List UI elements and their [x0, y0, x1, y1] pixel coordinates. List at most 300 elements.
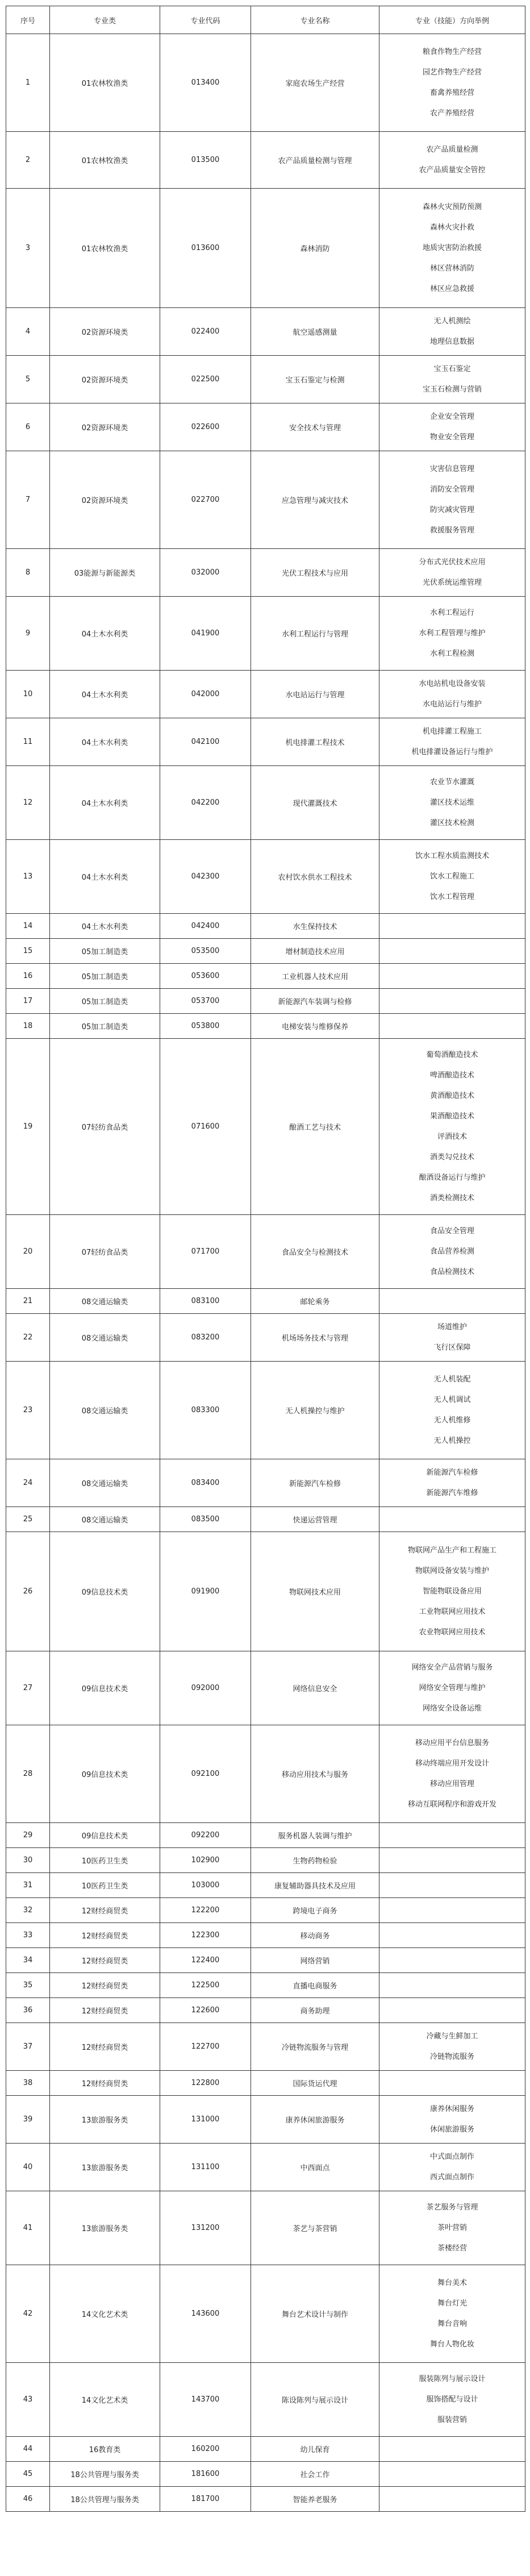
cell-serial: 23: [6, 1362, 50, 1459]
cell-major-name: 跨境电子商务: [251, 1898, 379, 1923]
table-row: [6, 1725, 525, 1823]
cell-major-name: 新能源汽车检修: [251, 1459, 379, 1507]
cell-serial: 15: [6, 939, 50, 964]
cell-serial: 29: [6, 1823, 50, 1848]
cell-category: 18公共管理与服务类: [50, 2462, 160, 2487]
cell-code: 131200: [160, 2191, 251, 2265]
cell-serial: 22: [6, 1314, 50, 1362]
cell-category: 02资源环境类: [50, 308, 160, 356]
direction-item: 企业安全管理: [429, 412, 474, 421]
cell-directions: [379, 356, 525, 403]
direction-item: 酒类检测技术: [429, 1193, 474, 1202]
cell-serial: 37: [6, 2023, 50, 2071]
cell-category: 01农林牧渔类: [50, 34, 160, 132]
cell-code: 022400: [160, 308, 251, 356]
cell-directions: [379, 1314, 525, 1362]
cell-serial: 5: [6, 356, 50, 403]
cell-code: 122800: [160, 2071, 251, 2096]
cell-code: 092200: [160, 1823, 251, 1848]
cell-category: 12财经商贸类: [50, 2023, 160, 2071]
direction-item: 森林火灾扑救: [429, 223, 474, 232]
cell-serial: 16: [6, 964, 50, 989]
cell-code: 122300: [160, 1923, 251, 1948]
direction-item: 网络安全设备运维: [422, 1704, 482, 1713]
cell-directions: [379, 2265, 525, 2363]
cell-category: 01农林牧渔类: [50, 132, 160, 189]
cell-code: 022500: [160, 356, 251, 403]
direction-item: 水电站运行与维护: [422, 700, 482, 709]
header-major-name: 专业名称: [251, 6, 379, 34]
cell-category: 18公共管理与服务类: [50, 2487, 160, 2512]
table-row: [6, 2096, 525, 2144]
cell-category: 09信息技术类: [50, 1725, 160, 1823]
cell-code: 022700: [160, 451, 251, 549]
header-code: 专业代码: [160, 6, 251, 34]
direction-item: 工业物联网应用技术: [419, 1607, 486, 1616]
cell-code: 022600: [160, 403, 251, 451]
cell-major-name: 智能养老服务: [251, 2487, 379, 2512]
cell-serial: 30: [6, 1848, 50, 1873]
direction-item: 茶楼经营: [437, 2244, 467, 2253]
table-row: [6, 1948, 525, 1973]
direction-item: 光伏系统运维管理: [422, 578, 482, 587]
cell-category: 14文化艺术类: [50, 2265, 160, 2363]
cell-code: 042000: [160, 671, 251, 718]
direction-item: 地理信息数据: [429, 337, 474, 346]
table-row: [6, 2462, 525, 2487]
cell-code: 042300: [160, 840, 251, 914]
table-row: [6, 1507, 525, 1532]
cell-category: 09信息技术类: [50, 1651, 160, 1725]
cell-serial: 8: [6, 549, 50, 597]
cell-code: 053700: [160, 989, 251, 1014]
cell-serial: 9: [6, 597, 50, 671]
direction-item: 农产品质量检测: [426, 145, 478, 154]
direction-item: 食品检测技术: [429, 1267, 474, 1276]
cell-serial: 14: [6, 914, 50, 939]
direction-item: 新能源汽车维修: [426, 1488, 478, 1497]
direction-item: 分布式光伏技术应用: [419, 557, 486, 567]
table-row: [6, 1898, 525, 1923]
cell-directions: [379, 549, 525, 597]
cell-serial: 46: [6, 2487, 50, 2512]
direction-item: 水利工程管理与维护: [419, 629, 486, 638]
cell-major-name: 航空遥感测量: [251, 308, 379, 356]
cell-directions: [379, 1948, 525, 1973]
direction-item: 机电排灌设备运行与维护: [411, 747, 493, 756]
table-row: [6, 549, 525, 597]
table-row: [6, 403, 525, 451]
cell-category: 07轻纺食品类: [50, 1039, 160, 1215]
direction-item: 西式面点制作: [429, 2173, 474, 2182]
cell-directions: [379, 766, 525, 840]
cell-directions: [379, 189, 525, 308]
cell-major-name: 新能源汽车装调与检修: [251, 989, 379, 1014]
cell-serial: 25: [6, 1507, 50, 1532]
cell-serial: 26: [6, 1532, 50, 1651]
direction-item: 酒类勾兑技术: [429, 1152, 474, 1162]
direction-item: 物联网产品生产和工程施工: [407, 1546, 496, 1555]
cell-major-name: 生物药物检验: [251, 1848, 379, 1873]
cell-directions: [379, 451, 525, 549]
direction-item: 移动应用平台信息服务: [415, 1738, 489, 1747]
direction-item: 无人机测绘: [433, 317, 471, 326]
direction-item: 茶叶营销: [437, 2223, 467, 2232]
cell-category: 05加工制造类: [50, 989, 160, 1014]
cell-code: 042400: [160, 914, 251, 939]
cell-code: 122700: [160, 2023, 251, 2071]
direction-item: 新能源汽车检修: [426, 1468, 478, 1477]
cell-code: 122600: [160, 1998, 251, 2023]
table-row: [6, 2023, 525, 2071]
cell-code: 083400: [160, 1459, 251, 1507]
direction-item: 无人机调试: [433, 1395, 471, 1404]
cell-code: 122500: [160, 1973, 251, 1998]
cell-category: 05加工制造类: [50, 939, 160, 964]
direction-item: 农产品质量安全管控: [419, 165, 486, 174]
cell-major-name: 舞台艺术设计与制作: [251, 2265, 379, 2363]
direction-item: 食品营养检测: [429, 1247, 474, 1256]
cell-code: 091900: [160, 1532, 251, 1651]
cell-category: 13旅游服务类: [50, 2144, 160, 2191]
direction-item: 舞台灯光: [437, 2299, 467, 2308]
cell-directions: [379, 1039, 525, 1215]
table-row: [6, 1039, 525, 1215]
cell-major-name: 网络营销: [251, 1948, 379, 1973]
direction-item: 无人机维修: [433, 1416, 471, 1425]
direction-item: 啤酒酿造技术: [429, 1071, 474, 1080]
cell-code: 071700: [160, 1215, 251, 1289]
direction-item: 智能物联设备应用: [422, 1587, 482, 1596]
cell-major-name: 移动商务: [251, 1923, 379, 1948]
table-row: [6, 189, 525, 308]
table-row: [6, 1532, 525, 1651]
cell-major-name: 酿酒工艺与技术: [251, 1039, 379, 1215]
cell-major-name: 幼儿保育: [251, 2437, 379, 2462]
cell-major-name: 森林消防: [251, 189, 379, 308]
cell-major-name: 农产品质量检测与管理: [251, 132, 379, 189]
cell-major-name: 商务助理: [251, 1998, 379, 2023]
cell-major-name: 现代灌溉技术: [251, 766, 379, 840]
direction-item: 防灾减灾管理: [429, 505, 474, 514]
table-row: [6, 597, 525, 671]
cell-major-name: 水电站运行与管理: [251, 671, 379, 718]
table-row: [6, 1873, 525, 1898]
cell-major-name: 社会工作: [251, 2462, 379, 2487]
direction-item: 水利工程运行: [429, 608, 474, 617]
cell-major-name: 无人机操控与维护: [251, 1362, 379, 1459]
cell-serial: 42: [6, 2265, 50, 2363]
table-row: [6, 2487, 525, 2512]
cell-code: 122400: [160, 1948, 251, 1973]
cell-category: 02资源环境类: [50, 403, 160, 451]
direction-item: 黄酒酿造技术: [429, 1091, 474, 1100]
cell-directions: [379, 914, 525, 939]
cell-major-name: 食品安全与检测技术: [251, 1215, 379, 1289]
cell-major-name: 工业机器人技术应用: [251, 964, 379, 989]
cell-directions: [379, 2071, 525, 2096]
direction-item: 食品安全管理: [429, 1226, 474, 1235]
direction-item: 灌区技术检测: [429, 818, 474, 827]
direction-item: 移动应用管理: [429, 1779, 474, 1788]
cell-serial: 7: [6, 451, 50, 549]
cell-directions: [379, 1459, 525, 1507]
cell-directions: [379, 2144, 525, 2191]
direction-item: 粮食作物生产经营: [422, 47, 482, 56]
cell-major-name: 水生保持技术: [251, 914, 379, 939]
direction-item: 舞台音响: [437, 2319, 467, 2328]
cell-category: 04土木水利类: [50, 840, 160, 914]
table-row: [6, 914, 525, 939]
cell-directions: [379, 840, 525, 914]
direction-item: 网络安全管理与维护: [419, 1683, 486, 1692]
direction-item: 冷链物流服务: [429, 2052, 474, 2061]
cell-directions: [379, 1651, 525, 1725]
cell-serial: 24: [6, 1459, 50, 1507]
cell-directions: [379, 1362, 525, 1459]
header-directions: 专业（技能）方向举例: [379, 6, 525, 34]
cell-major-name: 农村饮水供水工程技术: [251, 840, 379, 914]
direction-item: 舞台美术: [437, 2278, 467, 2287]
cell-category: 05加工制造类: [50, 1014, 160, 1039]
cell-directions: [379, 1289, 525, 1314]
direction-item: 救援服务管理: [429, 526, 474, 535]
direction-item: 饮水工程施工: [429, 872, 474, 881]
table-row: [6, 1651, 525, 1725]
cell-directions: [379, 1998, 525, 2023]
direction-item: 网络安全产品营销与服务: [411, 1663, 493, 1672]
cell-serial: 3: [6, 189, 50, 308]
direction-item: 茶艺服务与管理: [426, 2203, 478, 2212]
cell-major-name: 中西面点: [251, 2144, 379, 2191]
cell-major-name: 康复辅助器具技术及应用: [251, 1873, 379, 1898]
direction-item: 康养休闲服务: [429, 2104, 474, 2113]
cell-serial: 27: [6, 1651, 50, 1725]
cell-serial: 12: [6, 766, 50, 840]
direction-item: 场道维护: [437, 1322, 467, 1331]
direction-item: 冷藏与生鲜加工: [426, 2032, 478, 2041]
cell-serial: 2: [6, 132, 50, 189]
cell-major-name: 物联网技术应用: [251, 1532, 379, 1651]
header-serial: 序号: [6, 6, 50, 34]
cell-directions: [379, 1823, 525, 1848]
cell-major-name: 水利工程运行与管理: [251, 597, 379, 671]
cell-code: 143700: [160, 2363, 251, 2437]
cell-category: 04土木水利类: [50, 671, 160, 718]
direction-item: 物联网设备安装与维护: [415, 1566, 489, 1575]
cell-category: 12财经商贸类: [50, 1948, 160, 1973]
cell-category: 12财经商贸类: [50, 2071, 160, 2096]
cell-major-name: 宝玉石鉴定与检测: [251, 356, 379, 403]
cell-category: 12财经商贸类: [50, 1923, 160, 1948]
table-row: [6, 2191, 525, 2265]
cell-code: 160200: [160, 2437, 251, 2462]
table-row: [6, 989, 525, 1014]
direction-item: 物业安全管理: [429, 432, 474, 442]
direction-item: 灾害信息管理: [429, 464, 474, 473]
cell-directions: [379, 597, 525, 671]
direction-item: 移动互联网程序和游戏开发: [407, 1800, 496, 1809]
cell-directions: [379, 989, 525, 1014]
cell-code: 083200: [160, 1314, 251, 1362]
cell-code: 102900: [160, 1848, 251, 1873]
cell-directions: [379, 2023, 525, 2071]
cell-directions: [379, 1873, 525, 1898]
cell-category: 09信息技术类: [50, 1823, 160, 1848]
table-row: [6, 308, 525, 356]
cell-code: 053500: [160, 939, 251, 964]
cell-serial: 33: [6, 1923, 50, 1948]
cell-serial: 43: [6, 2363, 50, 2437]
cell-serial: 17: [6, 989, 50, 1014]
direction-item: 饮水工程管理: [429, 892, 474, 901]
cell-serial: 19: [6, 1039, 50, 1215]
cell-serial: 38: [6, 2071, 50, 2096]
cell-category: 14文化艺术类: [50, 2363, 160, 2437]
cell-code: 013500: [160, 132, 251, 189]
direction-item: 农产养殖经营: [429, 109, 474, 118]
cell-category: 12财经商贸类: [50, 1973, 160, 1998]
cell-major-name: 国际货运代理: [251, 2071, 379, 2096]
table-row: [6, 2437, 525, 2462]
direction-item: 葡萄酒酿造技术: [426, 1050, 478, 1059]
cell-category: 04土木水利类: [50, 766, 160, 840]
cell-category: 12财经商贸类: [50, 1998, 160, 2023]
cell-category: 09信息技术类: [50, 1532, 160, 1651]
table-row: [6, 964, 525, 989]
cell-major-name: 增材制造技术应用: [251, 939, 379, 964]
table-row: [6, 34, 525, 132]
table-row: [6, 1823, 525, 1848]
cell-major-name: 机电排灌工程技术: [251, 718, 379, 766]
cell-category: 01农林牧渔类: [50, 189, 160, 308]
cell-code: 013400: [160, 34, 251, 132]
cell-code: 032000: [160, 549, 251, 597]
cell-directions: [379, 132, 525, 189]
cell-code: 083500: [160, 1507, 251, 1532]
cell-directions: [379, 718, 525, 766]
cell-directions: [379, 2487, 525, 2512]
table-row: [6, 1848, 525, 1873]
cell-code: 083300: [160, 1362, 251, 1459]
table-row: [6, 1459, 525, 1507]
table-row: [6, 1998, 525, 2023]
cell-major-name: 陈设陈列与展示设计: [251, 2363, 379, 2437]
cell-category: 08交通运输类: [50, 1459, 160, 1507]
direction-item: 水利工程检测: [429, 649, 474, 658]
cell-code: 092000: [160, 1651, 251, 1725]
cell-serial: 10: [6, 671, 50, 718]
cell-category: 10医药卫生类: [50, 1873, 160, 1898]
direction-item: 飞行区保障: [433, 1343, 471, 1352]
direction-item: 无人机装配: [433, 1375, 471, 1384]
table-row: [6, 766, 525, 840]
direction-item: 评酒技术: [437, 1132, 467, 1141]
cell-category: 04土木水利类: [50, 718, 160, 766]
header-category: 专业类: [50, 6, 160, 34]
cell-serial: 45: [6, 2462, 50, 2487]
direction-item: 移动终端应用开发设计: [415, 1759, 489, 1768]
table-row: [6, 2144, 525, 2191]
table-row: [6, 2265, 525, 2363]
cell-code: 083100: [160, 1289, 251, 1314]
direction-item: 服装陈列与展示设计: [419, 2374, 486, 2383]
cell-code: 181700: [160, 2487, 251, 2512]
cell-category: 08交通运输类: [50, 1362, 160, 1459]
table-row: [6, 671, 525, 718]
direction-item: 地质灾害防治救援: [422, 243, 482, 252]
cell-major-name: 服务机器人装调与维护: [251, 1823, 379, 1848]
cell-directions: [379, 1898, 525, 1923]
cell-code: 053600: [160, 964, 251, 989]
direction-item: 消防安全管理: [429, 485, 474, 494]
direction-item: 果酒酿造技术: [429, 1112, 474, 1121]
header-row: [6, 6, 525, 34]
cell-category: 08交通运输类: [50, 1507, 160, 1532]
cell-major-name: 安全技术与管理: [251, 403, 379, 451]
cell-category: 04土木水利类: [50, 597, 160, 671]
table-row: [6, 1289, 525, 1314]
direction-item: 园艺作物生产经营: [422, 68, 482, 77]
cell-category: 12财经商贸类: [50, 1898, 160, 1923]
direction-item: 农业物联网应用技术: [419, 1628, 486, 1637]
cell-code: 013600: [160, 189, 251, 308]
cell-directions: [379, 1848, 525, 1873]
direction-item: 酿酒设备运行与维护: [419, 1173, 486, 1182]
cell-directions: [379, 1973, 525, 1998]
cell-directions: [379, 1725, 525, 1823]
cell-directions: [379, 1014, 525, 1039]
cell-serial: 36: [6, 1998, 50, 2023]
direction-item: 服装营销: [437, 2415, 467, 2424]
direction-item: 休闲旅游服务: [429, 2125, 474, 2134]
cell-directions: [379, 964, 525, 989]
cell-directions: [379, 2096, 525, 2144]
table-row: [6, 1362, 525, 1459]
cell-directions: [379, 1532, 525, 1651]
cell-directions: [379, 1923, 525, 1948]
cell-category: 13旅游服务类: [50, 2191, 160, 2265]
cell-category: 10医药卫生类: [50, 1848, 160, 1873]
cell-code: 071600: [160, 1039, 251, 1215]
cell-serial: 11: [6, 718, 50, 766]
direction-item: 林区营林消防: [429, 264, 474, 273]
cell-code: 103000: [160, 1873, 251, 1898]
cell-serial: 4: [6, 308, 50, 356]
cell-major-name: 冷链物流服务与管理: [251, 2023, 379, 2071]
direction-item: 灌区技术运维: [429, 798, 474, 807]
cell-major-name: 家庭农场生产经营: [251, 34, 379, 132]
cell-code: 143600: [160, 2265, 251, 2363]
cell-category: 03能源与新能源类: [50, 549, 160, 597]
table-row: [6, 2363, 525, 2437]
direction-item: 宝玉石鉴定: [433, 364, 471, 373]
table-row: [6, 132, 525, 189]
cell-major-name: 直播电商服务: [251, 1973, 379, 1998]
cell-serial: 1: [6, 34, 50, 132]
cell-code: 041900: [160, 597, 251, 671]
cell-code: 042200: [160, 766, 251, 840]
table-row: [6, 2071, 525, 2096]
cell-category: 16教育类: [50, 2437, 160, 2462]
cell-category: 08交通运输类: [50, 1314, 160, 1362]
cell-category: 04土木水利类: [50, 914, 160, 939]
cell-serial: 21: [6, 1289, 50, 1314]
direction-item: 畜禽养殖经营: [429, 88, 474, 97]
cell-directions: [379, 2437, 525, 2462]
direction-item: 森林火灾预防预测: [422, 202, 482, 211]
cell-code: 131100: [160, 2144, 251, 2191]
